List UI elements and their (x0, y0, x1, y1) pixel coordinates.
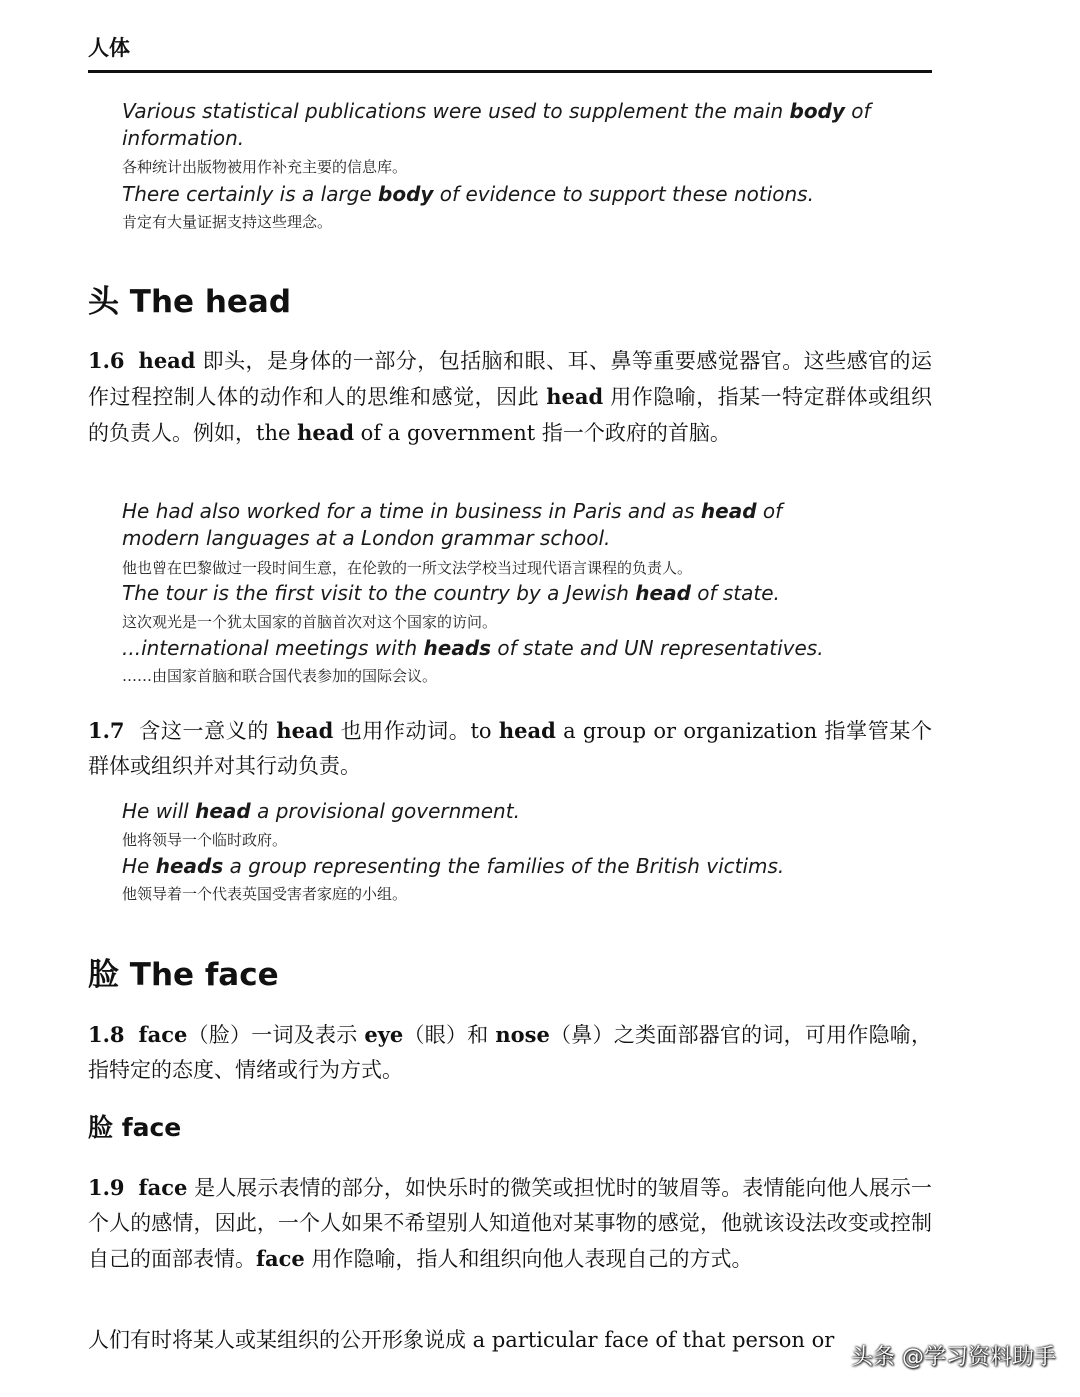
example-en: He will head a provisional government. (122, 799, 520, 823)
section-title-face: 脸 The face (88, 957, 279, 993)
example-zh: 他也曾在巴黎做过一段时间生意，在伦敦的一所文法学校当过现代语言课程的负责人。 (122, 559, 693, 577)
example-en: Various statistical publications were used to supplement the main body of information. (122, 99, 871, 150)
paragraph-1-9: 1.9 face 是人展示表情的部分，如快乐时的微笑或担忧时的皱眉等。表情能向他人展示一个人的感情，因此，一个人如果不希望别人知道他对某事物的感觉，他就该设法改变或控制自己的面部表情。face 用作隐喻，指人和组织向他人表现自己的方式。 (88, 1175, 932, 1271)
watermark: 头条 @学习资料助手 (851, 1345, 1056, 1370)
example-en: He heads a group representing the families of the British victims. (122, 854, 785, 878)
header-rule (88, 70, 932, 73)
section-title-head: 头 The head (88, 284, 292, 320)
example-en: The tour is the first visit to the country by a Jewish head of state. (122, 581, 780, 605)
example-zh: 肯定有大量证据支持这些理念。 (122, 213, 333, 231)
example-zh: 这次观光是一个犹太国家的首脑首次对这个国家的访问。 (122, 613, 498, 631)
example-en: He had also worked for a time in business in Paris and as head of modern languages at a London grammar school. (122, 499, 783, 550)
paragraph-1-8: 1.8 face（脸）一词及表示 eye（眼）和 nose（鼻）之类面部器官的词，可用作隐喻，指特定的态度、情绪或行为方式。 (88, 1022, 932, 1082)
example-zh: 他领导着一个代表英国受害者家庭的小组。 (122, 885, 408, 903)
example-en: ...international meetings with heads of state and UN representatives. (122, 636, 824, 660)
example-zh: 各种统计出版物被用作补充主要的信息库。 (122, 158, 408, 176)
example-zh: ……由国家首脑和联合国代表参加的国际会议。 (122, 667, 438, 685)
example-zh: 他将领导一个临时政府。 (122, 831, 288, 849)
paragraph-1-6: 1.6 head 即头，是身体的一部分，包括脑和眼、耳、鼻等重要感觉器官。这些感官的运作过程控制人体的动作和人的思维和感觉，因此 head 用作隐喻，指某一特定群体或组织的负责人。例如，the head of a government 指一个政府的首脑。 (88, 348, 932, 445)
paragraph-continued: 人们有时将某人或某组织的公开形象说成 a particular face of that person or (88, 1328, 835, 1352)
paragraph-1-7: 1.7 含这一意义的 head 也用作动词。to head a group or organization 指掌管某个群体或组织并对其行动负责。 (88, 718, 932, 778)
subsection-title-face: 脸 face (88, 1113, 182, 1142)
example-en: There certainly is a large body of evidence to support these notions. (122, 182, 814, 206)
running-head: 人体 (88, 36, 130, 60)
